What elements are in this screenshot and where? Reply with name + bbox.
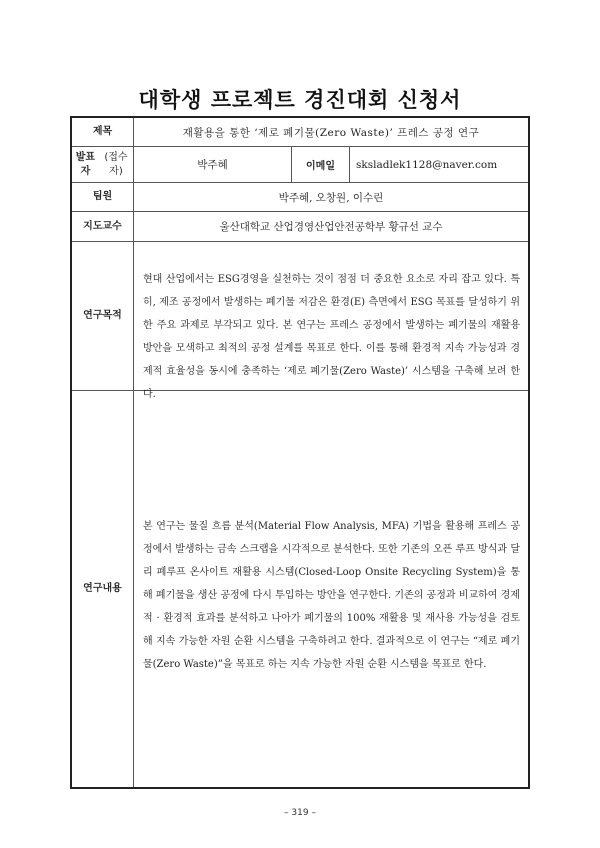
label-purpose: 연구목적 xyxy=(72,242,134,390)
row-advisor xyxy=(72,212,528,242)
purpose-text: 현대 산업에서는 ESG경영을 실천하는 것이 점점 더 중요한 요소로 자리 잡고 있다. 특히, 제조 공정에서 발생하는 폐기물 저감은 환경(E) 측면에서 ESG 목표를 달성하기 위한 주요 과제로 부각되고 있다. 본 연구는 프레스 공정에서 발생하는 폐기물의 재활용 방안을 모색하고 최적의 공정 설계를 목표로 한다. 이를 통해 환경적 지속 가능성과 경제적 효율성을 동시에 충족하는 ‘제로 폐기물(Zero Waste)’ 시스템을 구축해 보려 한다. xyxy=(143,274,520,400)
label-email: 이메일 xyxy=(292,147,350,182)
applicant-name: 박주혜 xyxy=(134,147,292,182)
label-applicant-line2: (접수자) xyxy=(104,152,128,177)
label-content: 연구내용 xyxy=(72,391,134,787)
advisor-name: 울산대학교 산업경영산업안전공학부 황규선 교수 xyxy=(219,221,443,233)
row-applicant xyxy=(72,147,528,183)
content-text: 본 연구는 물질 흐름 분석(Material Flow Analysis, MFA) 기법을 활용해 프레스 공정에서 발생하는 금속 스크랩을 시각적으로 분석한다. 또한 기존의 오픈 루프 방식과 달리 폐루프 온사이트 재활용 시스템(Closed-Loop Onsite Recycling System)을 통해 폐기물을 생산 공정에 다시 투입하는 방안을 연구한다. 기존의 공정과 비교하여 경제적 · 환경적 효과를 분석하고 나아가 폐기물의 100% 재활용 및 재사용 가능성을 검토해 지속 가능한 자원 순환 시스템을 구축하려고 한다. 결과적으로 이 연구는 “제로 폐기물(Zero Waste)”을 목표로 하는 지속 가능한 자원 순환 시스템을 목표로 한다. xyxy=(143,521,520,670)
label-advisor: 지도교수 xyxy=(72,212,134,241)
page-title: 대학생 프로젝트 경진대회 신청서 xyxy=(138,88,462,112)
row-team xyxy=(72,183,528,212)
row-title xyxy=(72,118,528,147)
label-team: 팀원 xyxy=(72,183,134,211)
project-title: 재활용을 통한 ‘제로 폐기물(Zero Waste)’ 프레스 공정 연구 xyxy=(182,126,480,139)
row-purpose xyxy=(72,242,528,400)
team-members: 박주혜, 오창원, 이수린 xyxy=(278,191,384,204)
label-applicant xyxy=(72,147,134,182)
row-content xyxy=(72,391,528,787)
page-number: – 319 – xyxy=(284,808,316,818)
label-applicant-line1: 발표자 xyxy=(75,152,96,177)
application-form-table xyxy=(70,116,530,789)
applicant-email: sksladlek1128@naver.com xyxy=(356,158,498,171)
label-title: 제목 xyxy=(72,118,134,146)
